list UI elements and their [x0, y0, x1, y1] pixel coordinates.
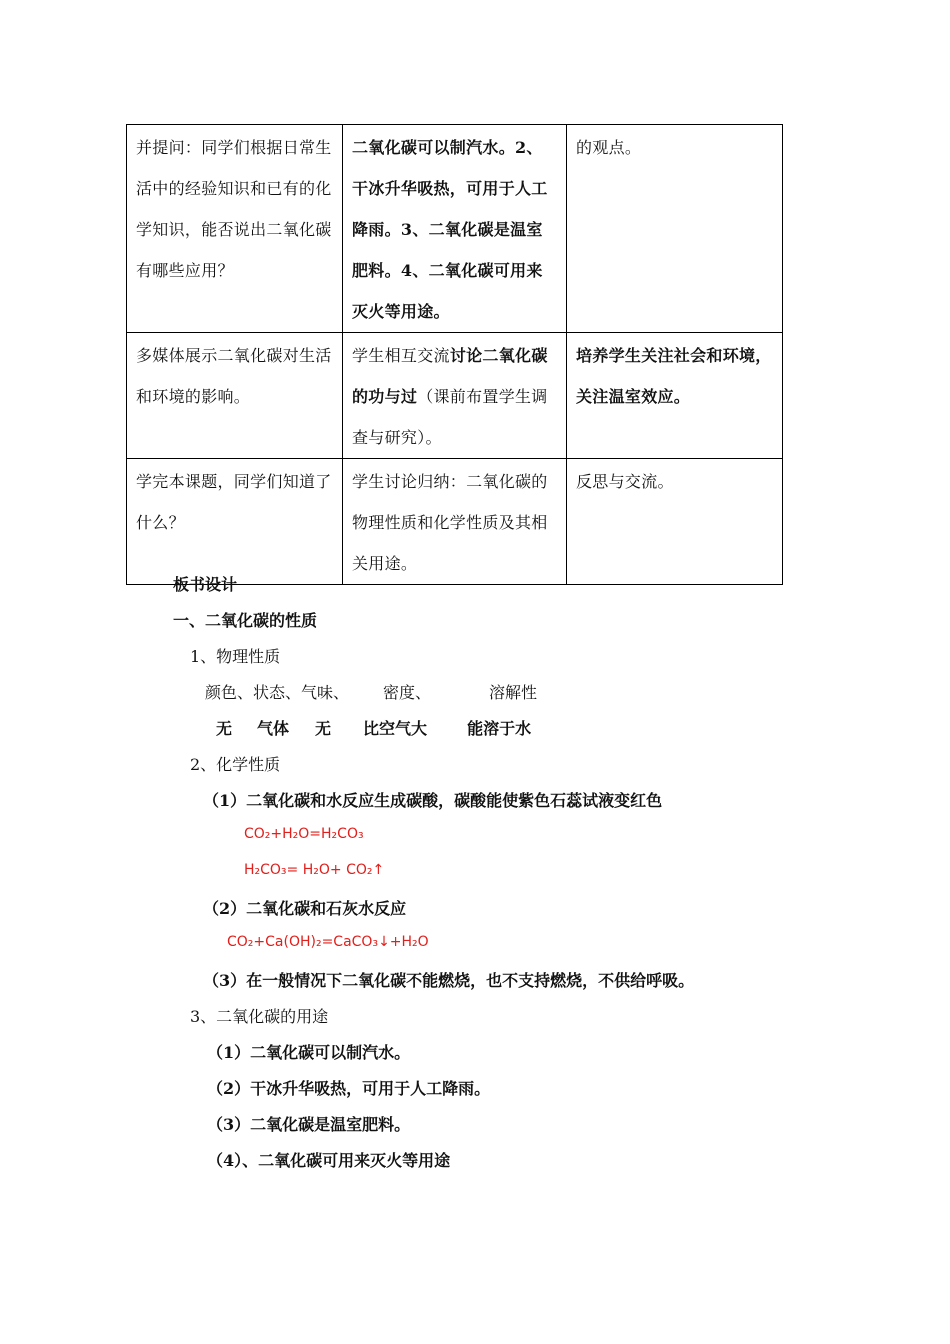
use-item: （4）、二氧化碳可用来灭火等用途 — [207, 1151, 451, 1170]
value-solubility: 能溶于水 — [467, 719, 532, 738]
student-activity-cell: 二氧化碳可以制汽水。2、干冰升华吸热，可用于人工降雨。3、二氧化碳是温室肥料。4、二氧化碳可用来灭火等用途。 — [343, 125, 567, 333]
student-activity-plain: 学生相互交流 — [352, 346, 450, 365]
use-item: （1）二氧化碳可以制汽水。 — [207, 1043, 411, 1062]
student-activity-cell — [343, 333, 567, 459]
physical-values — [216, 716, 531, 739]
chemical-property-2: （2）二氧化碳和石灰水反应 — [203, 899, 407, 918]
design-intent-cell: 反思与交流。 — [567, 459, 783, 585]
value-state: 气体 — [257, 719, 290, 738]
uses-title: 3、二氧化碳的用途 — [190, 1007, 329, 1026]
teacher-activity-cell: 并提问：同学们根据日常生活中的经验知识和已有的化学知识，能否说出二氧化碳有哪些应用？ — [127, 125, 343, 333]
physical-properties-title: 1、物理性质 — [190, 647, 281, 666]
label-solubility: 溶解性 — [489, 683, 538, 702]
student-activity-tail: （课前布置学生调查与研究）。 — [352, 387, 548, 447]
lesson-table — [126, 124, 783, 585]
use-item: （2）干冰升华吸热，可用于人工降雨。 — [207, 1079, 491, 1098]
use-item: （3）二氧化碳是温室肥料。 — [207, 1115, 411, 1134]
board-heading: 板书设计 — [173, 575, 238, 594]
design-intent-cell: 的观点。 — [567, 125, 783, 333]
value-smell: 无 — [315, 719, 332, 738]
chemical-properties-title: 2、化学性质 — [190, 755, 281, 774]
design-intent-cell: 培养学生关注社会和环境，关注温室效应。 — [567, 333, 783, 459]
equation-2: H₂CO₃= H₂O+ CO₂↑ — [244, 862, 385, 878]
value-density: 比空气大 — [363, 719, 428, 738]
value-color: 无 — [216, 719, 233, 738]
section-heading: 一、二氧化碳的性质 — [173, 611, 318, 630]
equation-1: CO₂+H₂O=H₂CO₃ — [244, 826, 364, 842]
student-activity-bold: 讨论二氧化碳的功与过 — [352, 346, 548, 406]
label-density: 密度、 — [383, 683, 432, 702]
table-row — [127, 125, 783, 333]
equation-3: CO₂+Ca(OH)₂=CaCO₃↓+H₂O — [227, 934, 429, 950]
teacher-activity-cell: 学完本课题，同学们知道了什么？ — [127, 459, 343, 585]
physical-labels — [205, 680, 537, 703]
teacher-activity-cell: 多媒体展示二氧化碳对生活和环境的影响。 — [127, 333, 343, 459]
chemical-property-3: （3）在一般情况下二氧化碳不能燃烧，也不支持燃烧，不供给呼吸。 — [203, 971, 695, 990]
table-row — [127, 333, 783, 459]
student-activity-cell: 学生讨论归纳：二氧化碳的物理性质和化学性质及其相关用途。 — [343, 459, 567, 585]
chemical-property-1: （1）二氧化碳和水反应生成碳酸，碳酸能使紫色石蕊试液变红色 — [203, 791, 663, 810]
table-row — [127, 459, 783, 585]
label-color-state-smell: 颜色、状态、气味、 — [205, 683, 350, 702]
